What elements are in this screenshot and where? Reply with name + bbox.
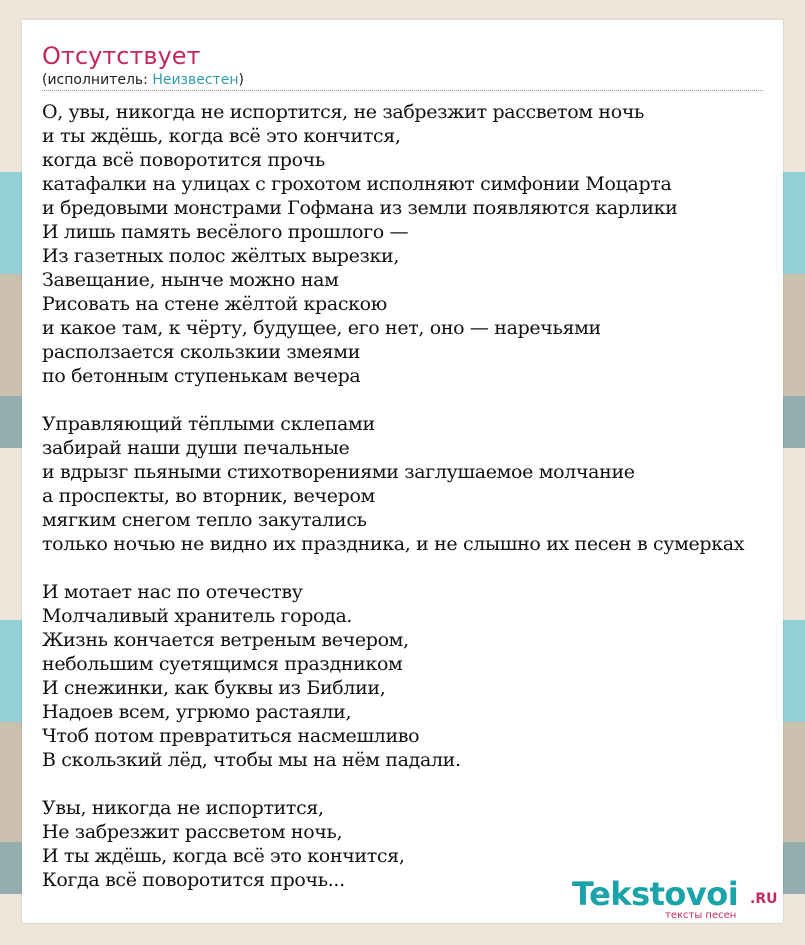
lyric-line: только ночью не видно их праздника, и не слышно их песен в сумерках (42, 533, 745, 555)
lyric-line: и какое там, к чёрту, будущее, его нет, оно — наречьями (42, 317, 601, 339)
lyric-line: И ты ждёшь, когда всё это кончится, (42, 845, 405, 867)
lyric-line: забирай наши души печальные (42, 437, 350, 459)
lyric-line: по бетонным ступенькам вечера (42, 365, 361, 387)
lyric-line: расползается скользкии змеями (42, 341, 361, 363)
lyric-line: Жизнь кончается ветреным вечером, (42, 629, 409, 651)
lyric-line: Надоев всем, угрюмо растаяли, (42, 701, 352, 723)
lyric-line: Молчаливый хранитель города. (42, 605, 353, 627)
lyric-line: Рисовать на стене жёлтой краскою (42, 293, 387, 315)
lyric-line: когда всё поворотится прочь (42, 149, 325, 171)
lyric-line: Увы, никогда не испортится, (42, 797, 324, 819)
lyric-line: Чтоб потом превратиться насмешливо (42, 725, 420, 747)
lyric-line: мягким снегом тепло закутались (42, 509, 367, 531)
lyric-line: небольшим суетящимся праздником (42, 653, 403, 675)
site-logo[interactable] (572, 876, 782, 922)
logo-domain: .RU (750, 891, 778, 907)
lyric-line: и вдрызг пьяными стихотворениями заглушаемое молчание (42, 461, 635, 483)
lyrics-stanza (42, 412, 805, 556)
lyric-line: Когда всё поворотится прочь... (42, 869, 345, 891)
lyric-line: и бредовыми монстрами Гофмана из земли появляются карлики (42, 197, 678, 219)
divider (42, 90, 763, 91)
lyric-line: И мотает нас по отечеству (42, 581, 303, 603)
lyric-line: В скользкий лёд, чтобы мы на нём падали. (42, 749, 461, 771)
lyrics-body (42, 100, 805, 916)
artist-suffix: ) (238, 72, 244, 88)
lyric-line: Завещание, нынче можно нам (42, 269, 339, 291)
lyrics-card (22, 20, 783, 923)
lyric-line: Не забрезжит рассветом ночь, (42, 821, 343, 843)
lyric-line: катафалки на улицах с грохотом исполняют симфонии Моцарта (42, 173, 672, 195)
logo-text: Tekstovoi (572, 875, 739, 913)
artist-link[interactable]: Неизвестен (152, 72, 239, 88)
lyric-line: и ты ждёшь, когда всё это кончится, (42, 125, 401, 147)
artist-line (42, 71, 244, 89)
lyric-line: а проспекты, во вторник, вечером (42, 485, 375, 507)
artist-prefix: (исполнитель: (42, 72, 153, 88)
lyric-line: И лишь память весёлого прошлого — (42, 221, 409, 243)
lyric-line: Управляющий тёплыми склепами (42, 413, 375, 435)
lyrics-stanza (42, 100, 805, 388)
lyric-line: И снежинки, как буквы из Библии, (42, 677, 386, 699)
logo-tagline: тексты песен (665, 910, 737, 921)
lyrics-stanza (42, 580, 805, 772)
lyric-line: Из газетных полос жёлтых вырезки, (42, 245, 400, 267)
lyric-line: О, увы, никогда не испортится, не забрезжит рассветом ночь (42, 101, 645, 123)
song-title: Отсутствует (42, 42, 201, 70)
